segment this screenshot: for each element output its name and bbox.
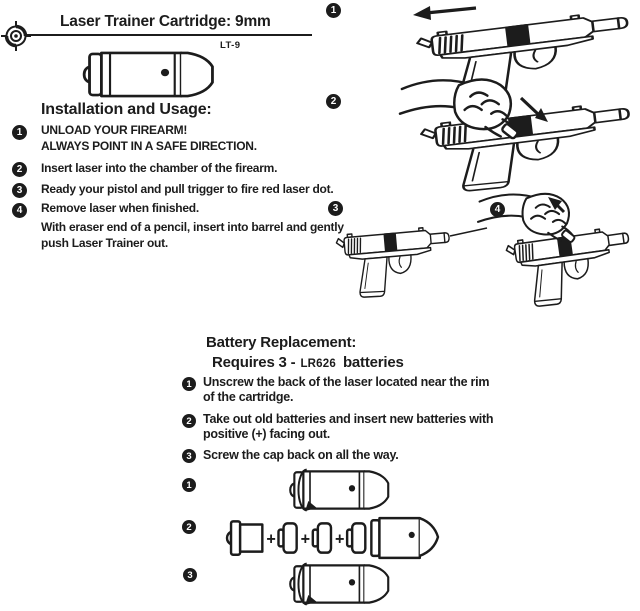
battery-step-2-text xyxy=(203,412,493,442)
laser-beam-line xyxy=(450,228,487,236)
plus-sign: + xyxy=(266,530,276,549)
install-note xyxy=(41,220,344,251)
scope-reticle-icon xyxy=(1,20,31,52)
figure-1-number: 1 xyxy=(326,3,341,18)
install-note-line-2: push Laser Trainer out. xyxy=(41,235,168,250)
figure-4-number: 4 xyxy=(490,202,505,217)
battery-step-3-text: Screw the cap back on all the way. xyxy=(203,448,399,462)
install-step-2-text: Insert laser into the chamber of the firearm. xyxy=(41,161,278,175)
figure-4-remove-laser-illustration xyxy=(492,194,640,306)
install-step-1-number: 1 xyxy=(12,125,27,140)
installation-heading: Installation and Usage: xyxy=(41,101,212,118)
figure-2-number: 2 xyxy=(326,94,341,109)
install-step-4-text: Remove laser when finished. xyxy=(41,201,199,215)
install-step-2-number: 2 xyxy=(12,162,27,177)
figure-3-number: 3 xyxy=(328,201,343,216)
figure-2-insert-laser-illustration xyxy=(390,84,640,188)
battery-requires-text: Requires 3 - xyxy=(212,354,296,371)
battery-step-3-number: 3 xyxy=(182,449,196,463)
plus-sign: + xyxy=(300,530,311,549)
battery-step-1-line-2: of the cartridge. xyxy=(203,390,294,404)
cartridge-body-icon xyxy=(371,520,379,556)
page-title: Laser Trainer Cartridge: 9mm xyxy=(60,13,271,30)
battery-type: LR626 xyxy=(300,358,336,370)
battery-diagram-3-screw-illustration xyxy=(282,562,394,606)
battery-step-2-line-2: positive (+) facing out. xyxy=(203,427,330,441)
install-step-3-number: 3 xyxy=(12,183,27,198)
pistol-icon xyxy=(336,226,454,300)
figure-3-fire-laser-illustration xyxy=(334,196,488,296)
install-step-4-number: 4 xyxy=(12,203,27,218)
cartridge-icon xyxy=(290,565,388,602)
install-step-3-text: Ready your pistol and pull trigger to fire red laser dot. xyxy=(41,182,334,196)
battery-heading: Battery Replacement: xyxy=(206,334,357,351)
battery-diagram-3-number: 3 xyxy=(183,568,197,582)
cartridge-icon xyxy=(84,53,212,96)
battery-step-1-number: 1 xyxy=(182,377,196,391)
battery-diagram-1-number: 1 xyxy=(182,478,196,492)
install-step-1-line-1: UNLOAD YOUR FIREARM! xyxy=(41,123,188,137)
install-step-1-line-2: ALWAYS POINT IN A SAFE DIRECTION. xyxy=(41,138,257,153)
battery-batteries-text: batteries xyxy=(342,354,404,371)
battery-step-1-text xyxy=(203,375,489,405)
cartridge-icon xyxy=(290,471,388,508)
battery-diagram-2-number: 2 xyxy=(182,520,196,534)
battery-step-1-line-1: Unscrew the back of the laser located near the rim xyxy=(203,375,490,389)
pistol-icon xyxy=(420,101,635,197)
battery-step-2-line-1: Take out old batteries and insert new batteries with xyxy=(203,412,494,426)
arrow-left-icon xyxy=(413,6,431,20)
install-note-line-1: With eraser end of a pencil, insert into barrel and gently xyxy=(41,220,344,234)
battery-diagram-2-exploded-illustration xyxy=(226,514,440,560)
title-underline xyxy=(6,34,312,36)
battery-step-2-number: 2 xyxy=(182,414,196,428)
cartridge-illustration xyxy=(82,50,220,99)
install-step-1-text xyxy=(41,123,257,154)
battery-diagram-1-unscrew-illustration xyxy=(282,468,394,512)
model-number: LT-9 xyxy=(220,40,241,51)
battery-subheading xyxy=(212,354,404,371)
plus-sign: + xyxy=(335,530,345,549)
